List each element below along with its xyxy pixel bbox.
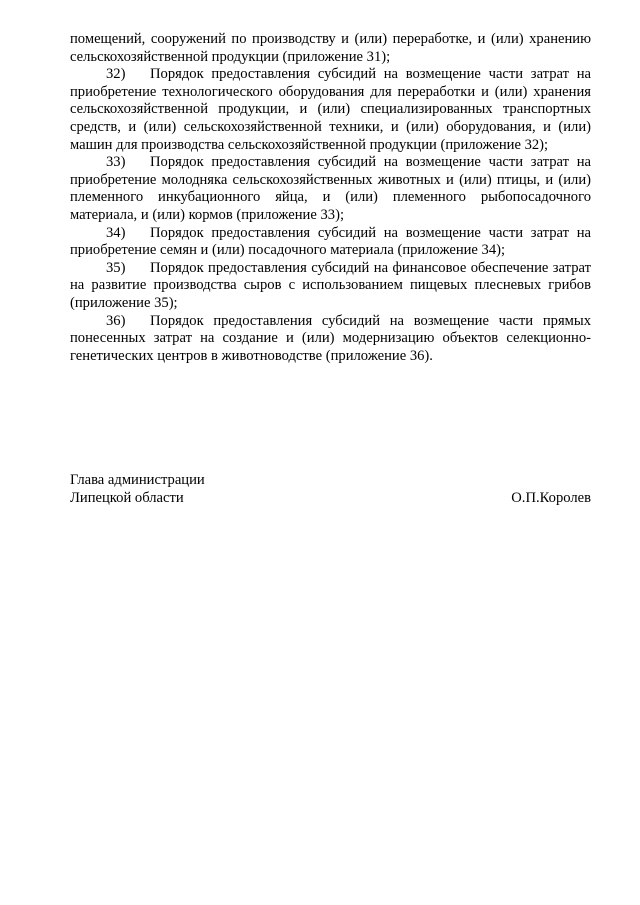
item-number: 32) bbox=[106, 66, 126, 83]
signatory-position-line2: Липецкой области bbox=[70, 489, 184, 506]
list-item-32 bbox=[70, 66, 591, 154]
signature-row bbox=[70, 490, 591, 508]
item-number: 33) bbox=[106, 154, 126, 171]
item-text: Порядок предоставления субсидий на финансовое обеспечение затрат на развитие производства сыров с использованием пищевых плесневых грибов (приложение 35); bbox=[70, 259, 591, 311]
document-body bbox=[70, 31, 591, 365]
list-item-33 bbox=[70, 154, 591, 224]
list-item-34 bbox=[70, 225, 591, 260]
list-item-36 bbox=[70, 313, 591, 366]
item-number: 36) bbox=[106, 312, 126, 329]
item-text: Порядок предоставления субсидий на возмещение части затрат на приобретение технологического оборудования для переработки и (или) хранения сельскохозяйственной продукции, и (или) специализированных транспортных средств, и (или) сельскохозяйственной техники, и (или) оборудования, и (или) машин для производства сельскохозяйственной продукции (приложение 32); bbox=[70, 66, 591, 153]
item-number: 34) bbox=[106, 224, 126, 241]
item-number: 35) bbox=[106, 259, 126, 276]
continuation-paragraph: помещений, сооружений по производству и (или) переработке, и (или) хранению сельскохозяйственной продукции (приложение 31); bbox=[70, 31, 591, 65]
signatory-position-line1: Глава администрации bbox=[70, 472, 205, 488]
signatory-name: О.П.Королев bbox=[511, 489, 591, 506]
item-text: Порядок предоставления субсидий на возмещение части затрат на приобретение семян и (или) посадочного материала (приложение 34); bbox=[70, 224, 591, 259]
list-item-35 bbox=[70, 260, 591, 313]
item-text: Порядок предоставления субсидий на возмещение части затрат на приобретение молодняка сельскохозяйственных животных и (или) птицы, и (или) племенного инкубационного яйца, и (или) племенного рыбопосадочного материала, и (или) кормов (приложение 33); bbox=[70, 154, 591, 223]
item-text: Порядок предоставления субсидий на возмещение части прямых понесенных затрат на создание и (или) модернизацию объектов селекционно-генетических центров в животноводстве (приложение 36). bbox=[70, 312, 591, 364]
signature-block bbox=[70, 472, 591, 507]
